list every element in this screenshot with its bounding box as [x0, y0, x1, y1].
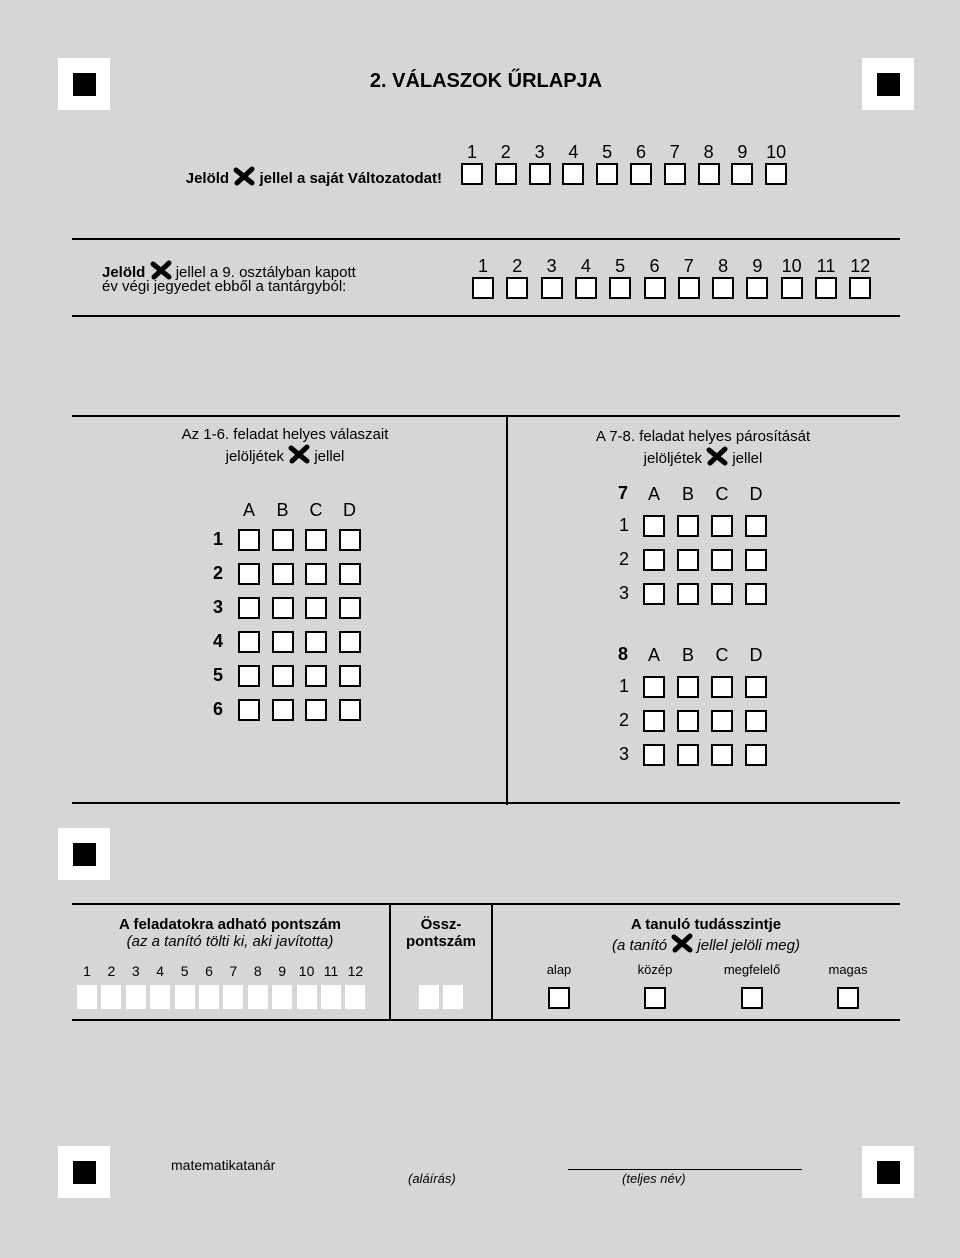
variant-number: 9 — [737, 142, 748, 162]
grade-number: 3 — [546, 256, 557, 276]
grade-number: 1 — [477, 256, 488, 276]
score-number: 11 — [323, 963, 339, 979]
level-option-label: magas — [828, 962, 868, 977]
signature-label: (aláírás) — [408, 1171, 456, 1186]
variant-checkbox-5[interactable] — [596, 163, 618, 185]
grade-number: 12 — [850, 256, 871, 276]
match-checkbox-8-1-c[interactable] — [711, 676, 733, 698]
variant-checkbox-8[interactable] — [698, 163, 720, 185]
column-header-c: C — [715, 484, 729, 504]
alignment-marker-bottom-left — [58, 1146, 110, 1198]
column-header-d: D — [749, 645, 763, 665]
page-title: 2. VÁLASZOK ŰRLAPJA — [369, 70, 603, 92]
column-header-a: A — [647, 484, 660, 504]
match-checkbox-8-1-b[interactable] — [677, 676, 699, 698]
variant-instruction — [186, 166, 442, 187]
total-score-label — [391, 916, 491, 950]
score-box-11[interactable] — [321, 985, 341, 1009]
score-box-4[interactable] — [150, 985, 170, 1009]
row-label: 1 — [618, 515, 629, 535]
score-number: 7 — [229, 963, 238, 979]
row-label: 2 — [618, 710, 629, 730]
variant-number: 3 — [534, 142, 545, 162]
answer-checkbox-2-b[interactable] — [272, 563, 294, 585]
score-number: 6 — [205, 963, 213, 979]
cross-mark-icon — [288, 444, 310, 464]
level-checkbox-1[interactable] — [548, 987, 570, 1009]
answer-checkbox-5-d[interactable] — [339, 665, 361, 687]
score-number: 5 — [180, 963, 189, 979]
answer-checkbox-4-d[interactable] — [339, 631, 361, 653]
variant-number: 4 — [568, 142, 579, 162]
right-section-heading-line1: A 7-8. feladat helyes párosítását — [595, 428, 811, 445]
total-score-label-line1: Össz- — [420, 916, 462, 933]
grade-checkbox-1[interactable] — [472, 277, 494, 299]
answer-checkbox-6-a[interactable] — [238, 699, 260, 721]
level-subtitle-post: jellel jelöli meg) — [697, 937, 800, 954]
match-checkbox-8-3-a[interactable] — [643, 744, 665, 766]
row-label: 2 — [212, 563, 223, 583]
grade-checkbox-5[interactable] — [609, 277, 631, 299]
variant-checkbox-2[interactable] — [495, 163, 517, 185]
grade-checkbox-3[interactable] — [541, 277, 563, 299]
variant-number: 8 — [703, 142, 714, 162]
total-score-box-1[interactable] — [419, 985, 439, 1009]
column-header-d: D — [343, 500, 356, 520]
variant-instruction-post: jellel a saját Változatodat! — [259, 170, 442, 187]
score-box-9[interactable] — [272, 985, 292, 1009]
score-box-8[interactable] — [248, 985, 268, 1009]
score-box-6[interactable] — [199, 985, 219, 1009]
variant-number: 5 — [602, 142, 613, 162]
variant-checkbox-4[interactable] — [562, 163, 584, 185]
variant-checkbox-1[interactable] — [461, 163, 483, 185]
column-header-b: B — [681, 645, 694, 665]
variant-checkbox-3[interactable] — [529, 163, 551, 185]
match-checkbox-7-1-c[interactable] — [711, 515, 733, 537]
row-label: 4 — [212, 631, 223, 651]
level-subtitle — [496, 933, 916, 954]
score-number: 3 — [131, 963, 140, 979]
row-label: 1 — [212, 529, 223, 549]
match-checkbox-7-3-c[interactable] — [711, 583, 733, 605]
answer-checkbox-5-c[interactable] — [305, 665, 327, 687]
answer-checkbox-2-d[interactable] — [339, 563, 361, 585]
variant-number: 2 — [500, 142, 511, 162]
level-checkbox-3[interactable] — [741, 987, 763, 1009]
left-section-heading-line1: Az 1-6. feladat helyes válaszait — [181, 426, 389, 443]
answer-checkbox-6-b[interactable] — [272, 699, 294, 721]
answer-checkbox-6-d[interactable] — [339, 699, 361, 721]
right-section-heading-post: jellel — [732, 450, 763, 467]
left-section-heading-pre: jelöljétek — [225, 448, 284, 465]
answer-checkbox-3-c[interactable] — [305, 597, 327, 619]
grade-checkbox-9[interactable] — [746, 277, 768, 299]
variant-instruction-pre: Jelöld — [185, 170, 230, 187]
divider — [72, 903, 900, 905]
row-label: 1 — [618, 676, 629, 696]
score-number: 2 — [107, 963, 116, 979]
divider — [72, 1019, 900, 1021]
grade-checkbox-4[interactable] — [575, 277, 597, 299]
level-option-label: közép — [637, 962, 673, 977]
column-header-a: A — [647, 645, 660, 665]
match-checkbox-8-3-d[interactable] — [745, 744, 767, 766]
grade-checkbox-10[interactable] — [781, 277, 803, 299]
cross-mark-icon — [706, 446, 728, 466]
task-number: 7 — [617, 483, 628, 503]
total-score-label-line2: pontszám — [405, 933, 476, 950]
answer-checkbox-3-a[interactable] — [238, 597, 260, 619]
left-section-heading-post: jellel — [314, 448, 345, 465]
section-divider — [506, 415, 508, 805]
column-header-b: B — [681, 484, 694, 504]
answer-checkbox-5-a[interactable] — [238, 665, 260, 687]
column-header-d: D — [749, 484, 763, 504]
answer-checkbox-1-d[interactable] — [339, 529, 361, 551]
match-checkbox-7-2-c[interactable] — [711, 549, 733, 571]
variant-number: 10 — [766, 142, 787, 162]
match-checkbox-8-1-a[interactable] — [643, 676, 665, 698]
full-name-label: (teljes név) — [622, 1171, 686, 1186]
divider — [72, 415, 900, 417]
variant-number: 7 — [669, 142, 680, 162]
cross-mark-icon — [671, 933, 693, 953]
score-box-10[interactable] — [297, 985, 317, 1009]
answer-checkbox-3-b[interactable] — [272, 597, 294, 619]
total-score-box-2[interactable] — [443, 985, 463, 1009]
grade-instruction-post: jellel a 9. osztályban kapott — [175, 264, 356, 281]
grade-checkbox-12[interactable] — [849, 277, 871, 299]
grade-instruction-line2: év végi jegyedet ebből a tantárgyból: — [102, 278, 347, 295]
cross-mark-icon — [233, 166, 255, 186]
name-line — [568, 1169, 802, 1170]
grade-checkbox-6[interactable] — [644, 277, 666, 299]
variant-number: 6 — [635, 142, 646, 162]
score-box-3[interactable] — [126, 985, 146, 1009]
match-checkbox-8-3-b[interactable] — [677, 744, 699, 766]
grade-instruction-pre: Jelöld — [102, 264, 146, 281]
match-checkbox-7-2-a[interactable] — [643, 549, 665, 571]
column-header-c: C — [715, 645, 729, 665]
grade-number: 5 — [615, 256, 626, 276]
column-header-c: C — [309, 500, 323, 520]
row-label: 2 — [618, 549, 629, 569]
variant-number: 1 — [466, 142, 477, 162]
score-box-2[interactable] — [101, 985, 121, 1009]
grade-number: 7 — [683, 256, 694, 276]
level-title: A tanuló tudásszintje — [630, 916, 782, 933]
level-checkbox-2[interactable] — [644, 987, 666, 1009]
match-checkbox-8-2-c[interactable] — [711, 710, 733, 732]
row-label: 3 — [618, 744, 629, 764]
level-checkbox-4[interactable] — [837, 987, 859, 1009]
score-box-1[interactable] — [77, 985, 97, 1009]
match-checkbox-8-1-d[interactable] — [745, 676, 767, 698]
score-subtitle: (az a tanító tölti ki, aki javította) — [126, 933, 334, 950]
match-checkbox-7-3-d[interactable] — [745, 583, 767, 605]
grade-checkbox-11[interactable] — [815, 277, 837, 299]
answer-checkbox-2-c[interactable] — [305, 563, 327, 585]
right-section-heading — [516, 428, 890, 467]
match-checkbox-7-1-b[interactable] — [677, 515, 699, 537]
cross-mark-icon — [150, 260, 172, 280]
match-checkbox-7-2-b[interactable] — [677, 549, 699, 571]
match-checkbox-7-1-a[interactable] — [643, 515, 665, 537]
score-number: 12 — [347, 963, 364, 979]
right-section-heading-pre: jelöljétek — [643, 450, 702, 467]
match-checkbox-7-1-d[interactable] — [745, 515, 767, 537]
divider — [72, 802, 900, 804]
grade-checkbox-7[interactable] — [678, 277, 700, 299]
level-option-label: alap — [546, 962, 572, 977]
answer-checkbox-4-b[interactable] — [272, 631, 294, 653]
alignment-marker-bottom-right — [862, 1146, 914, 1198]
answer-checkbox-3-d[interactable] — [339, 597, 361, 619]
grade-number: 8 — [718, 256, 729, 276]
grade-number: 4 — [580, 256, 591, 276]
teacher-role-label: matematikatanár — [171, 1157, 276, 1173]
score-number: 10 — [298, 963, 315, 979]
grade-number: 6 — [649, 256, 660, 276]
answer-checkbox-4-c[interactable] — [305, 631, 327, 653]
level-subtitle-pre: (a tanító — [612, 937, 668, 954]
grade-number: 11 — [816, 256, 836, 276]
match-checkbox-8-3-c[interactable] — [711, 744, 733, 766]
grade-checkbox-2[interactable] — [506, 277, 528, 299]
answer-checkbox-1-a[interactable] — [238, 529, 260, 551]
answer-checkbox-5-b[interactable] — [272, 665, 294, 687]
divider — [72, 238, 900, 240]
left-section-heading — [112, 426, 458, 465]
divider — [72, 315, 900, 317]
match-checkbox-8-2-b[interactable] — [677, 710, 699, 732]
score-box-5[interactable] — [175, 985, 195, 1009]
level-option-label: megfelelő — [723, 962, 781, 977]
answer-checkbox-1-b[interactable] — [272, 529, 294, 551]
answer-checkbox-6-c[interactable] — [305, 699, 327, 721]
alignment-marker-middle-left — [58, 828, 110, 880]
row-label: 3 — [618, 583, 629, 603]
answer-checkbox-1-c[interactable] — [305, 529, 327, 551]
column-header-b: B — [276, 500, 289, 520]
score-number: 1 — [83, 963, 91, 979]
variant-checkbox-7[interactable] — [664, 163, 686, 185]
score-number: 9 — [278, 963, 287, 979]
variant-checkbox-9[interactable] — [731, 163, 753, 185]
variant-checkbox-6[interactable] — [630, 163, 652, 185]
score-number: 4 — [156, 963, 165, 979]
score-title: A feladatokra adható pontszám — [119, 916, 341, 933]
match-checkbox-7-3-a[interactable] — [643, 583, 665, 605]
column-header-a: A — [242, 500, 255, 520]
score-box-12[interactable] — [345, 985, 365, 1009]
score-number: 8 — [253, 963, 262, 979]
match-checkbox-7-2-d[interactable] — [745, 549, 767, 571]
row-label: 3 — [212, 597, 223, 617]
grade-number: 10 — [781, 256, 802, 276]
grade-number: 9 — [752, 256, 763, 276]
grade-checkbox-8[interactable] — [712, 277, 734, 299]
grade-number: 2 — [512, 256, 523, 276]
score-box-7[interactable] — [223, 985, 243, 1009]
match-checkbox-8-2-a[interactable] — [643, 710, 665, 732]
match-checkbox-7-3-b[interactable] — [677, 583, 699, 605]
row-label: 6 — [212, 699, 223, 719]
answer-checkbox-4-a[interactable] — [238, 631, 260, 653]
row-label: 5 — [212, 665, 223, 685]
variant-checkbox-10[interactable] — [765, 163, 787, 185]
table-divider — [491, 903, 493, 1021]
answer-checkbox-2-a[interactable] — [238, 563, 260, 585]
task-number: 8 — [617, 644, 628, 664]
match-checkbox-8-2-d[interactable] — [745, 710, 767, 732]
